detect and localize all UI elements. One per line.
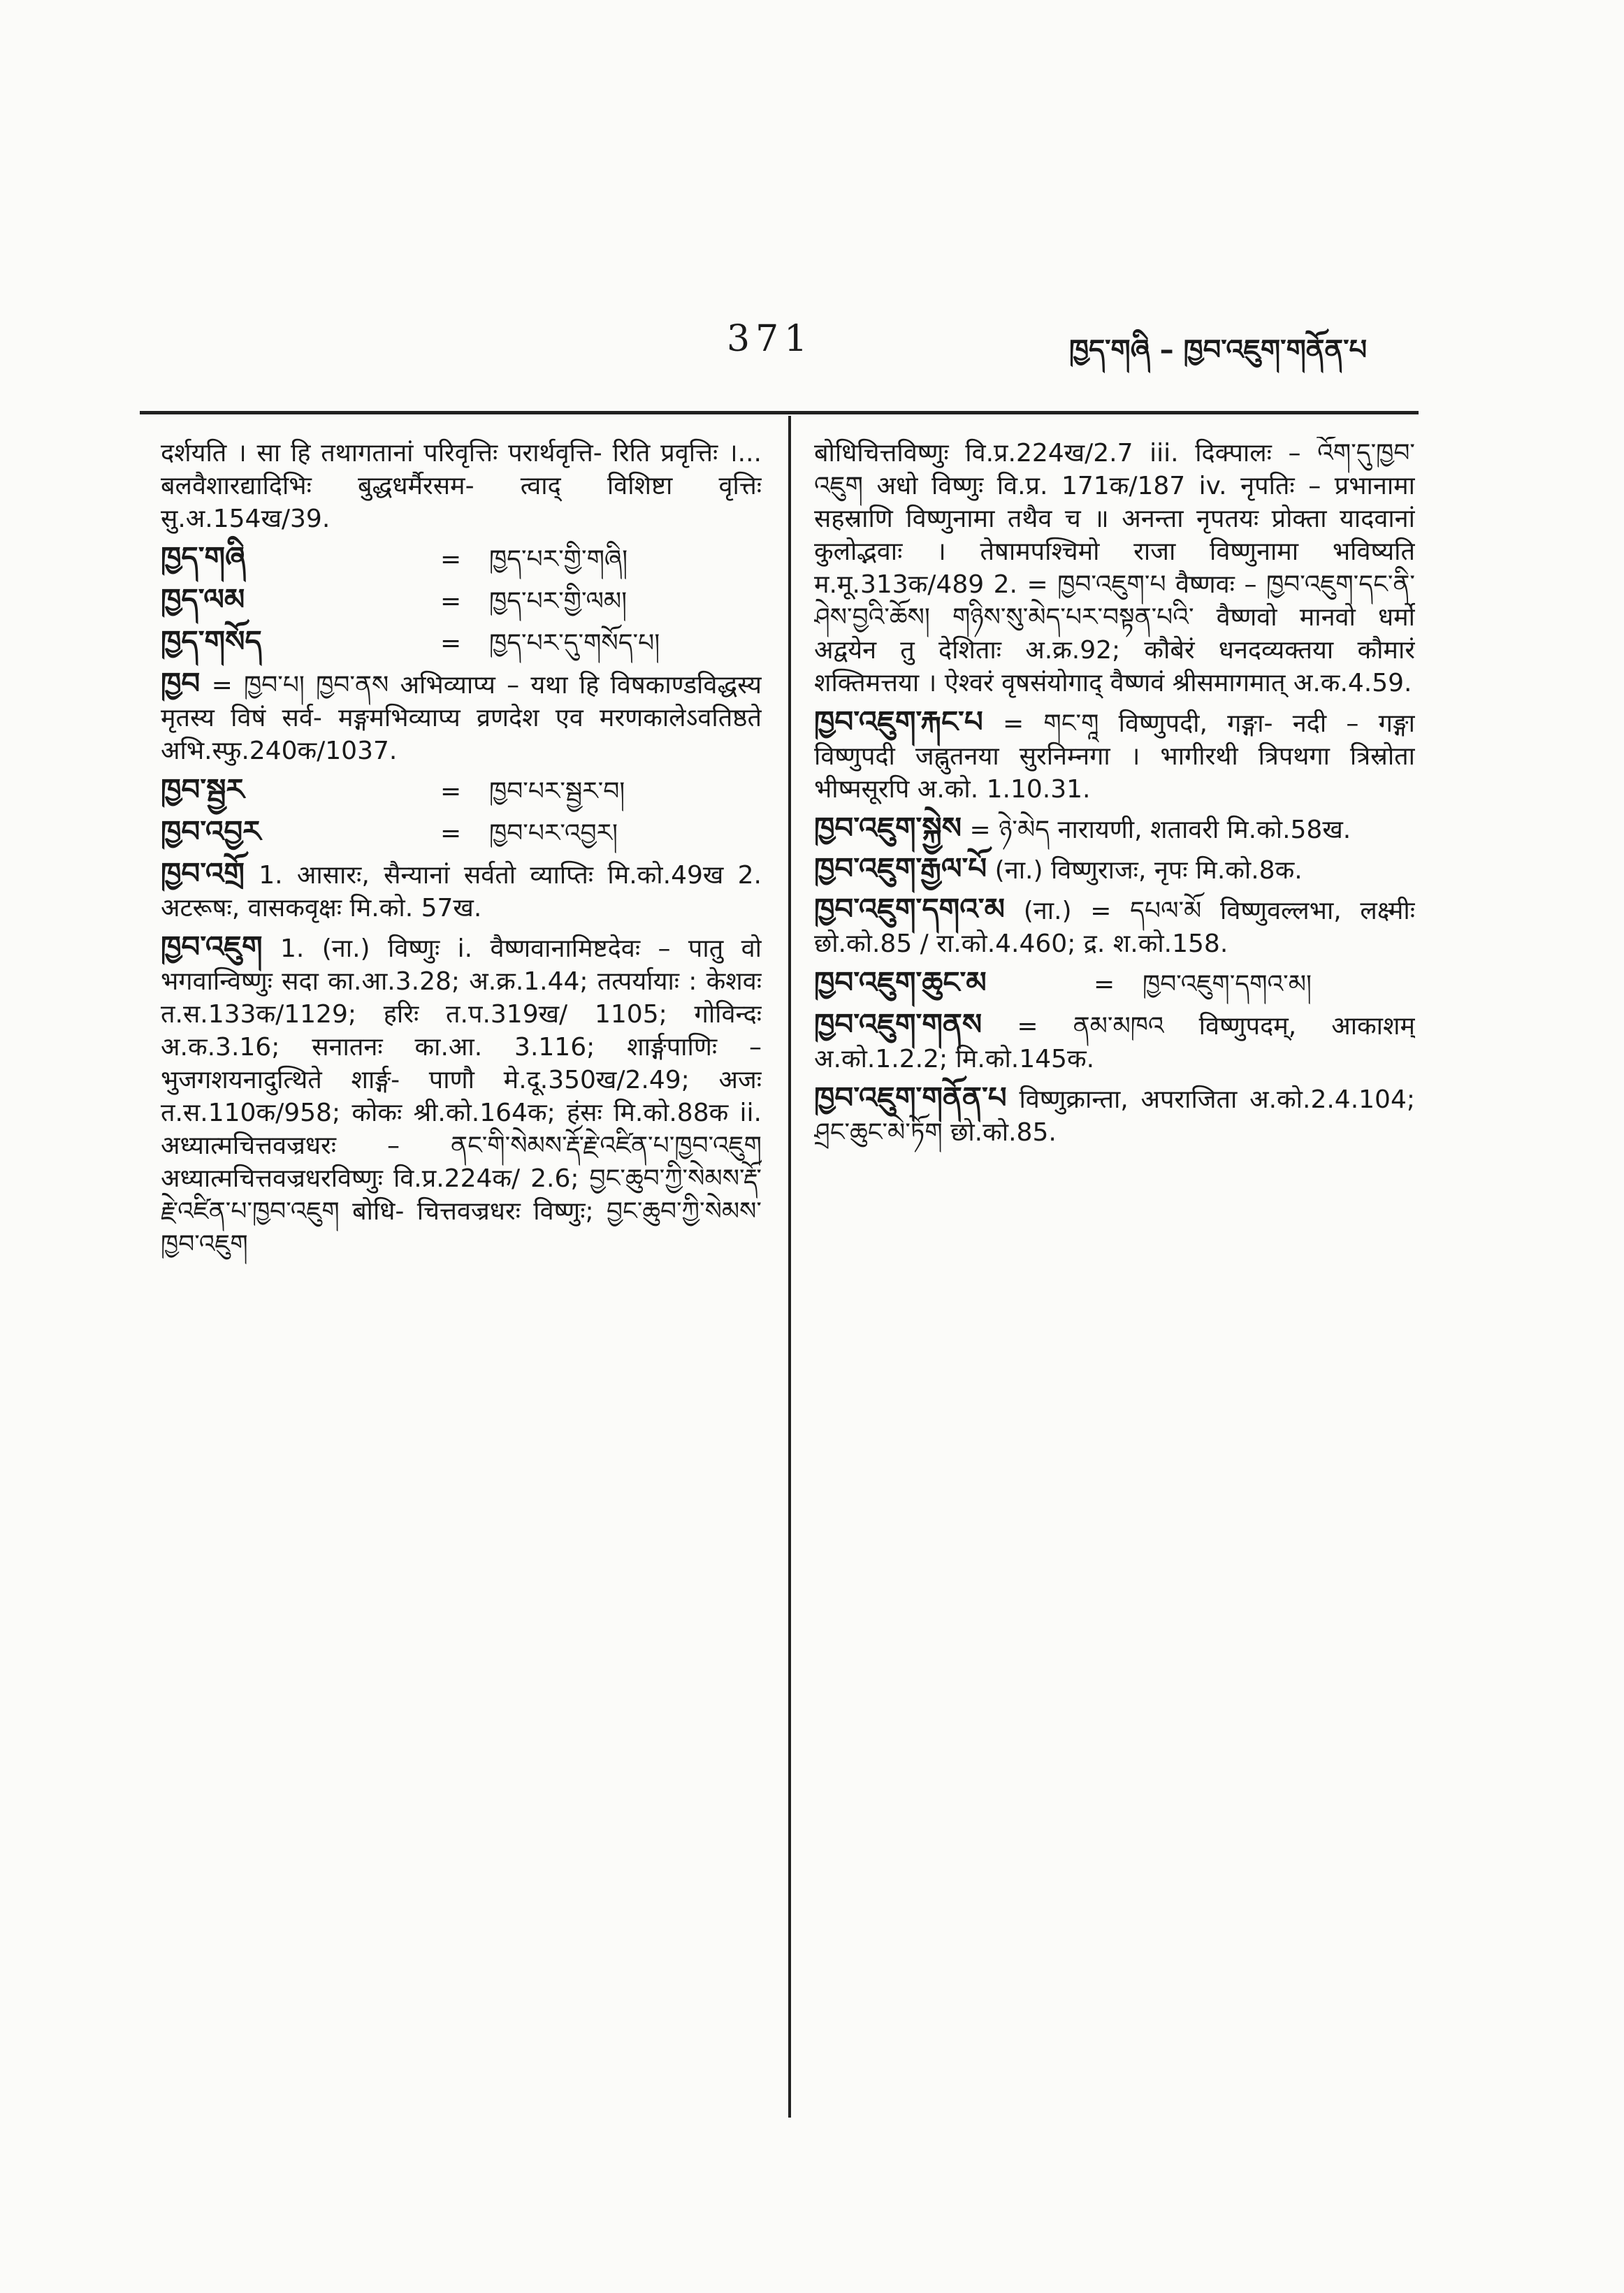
entry-text: = ཁྱབ་པ། ཁྱབ་ནས अभिव्याप्य – यथा हि विषकाण्डविद्धस्य मृतस्य विषं सर्व- मङ्गमभिव्याप्य व्रणदेश एव मरणकालेऽवतिष्ठते अभि.स्फु.240क/1037. bbox=[161, 671, 762, 765]
equivalent: ཁྱད་པར་དུ་གསོད་པ། bbox=[489, 629, 660, 658]
continuation-paragraph: दर्शयति । सा हि तथागतानां परिवृत्तिः परार्थवृत्ति- रिति प्रवृत्तिः ।... बलवैशारद्यादिभिः बुद्धधर्मैरसम- त्वाद् विशिष्टा वृत्तिः सु.अ.154ख/39. bbox=[161, 439, 762, 533]
entry-khyab-byar bbox=[161, 815, 762, 850]
entry-khyad-lam bbox=[161, 583, 762, 618]
equivalent: ཁྱད་པར་གྱི་ལམ། bbox=[489, 587, 628, 616]
running-head: ཁྱད་གཞི – ཁྱབ་འཇུག་གནོན་པ bbox=[1069, 334, 1368, 366]
headword: ཁྱབ་འགྲོ bbox=[161, 856, 245, 890]
entry-khyab-jug-skyes bbox=[814, 811, 1415, 846]
equals-sign: = bbox=[440, 545, 462, 574]
entry-khyad-gsod bbox=[161, 625, 762, 660]
entry-khyab-jug-rgyal-po bbox=[814, 852, 1415, 887]
header-rule bbox=[140, 411, 1419, 414]
entry-text: 1. (ना.) विष्णुः i. वैष्णवानामिष्टदेवः – पातु वो भगवान्विष्णुः सदा का.आ.3.28; अ.क्र.1.44; तत्पर्यायाः : केशवः त.स.133क/1129; हरिः त.प.319ख/ 1105; गोविन्दः अ.क.3.16; सनातनः का.आ. 3.116; शार्ङ्गपाणिः – भुजगशयनादुत्थिते शार्ङ्ग- पाणौ मे.दू.350ख/2.49; अजः त.स.110क/958; कोकः श्री.को.164क; हंसः मि.को.88क ii. अध्यात्मचित्तवज्रधरः – ནང་གི་སེམས་རྡོ་རྗེ་འཛིན་པ་ཁྱབ་འཇུག अध्यात्मचित्तवज्रधरविष्णुः वि.प्र.224क/ 2.6; བྱང་ཆུབ་ཀྱི་སེམས་རྡོ་རྗེ་འཛིན་པ་ཁྱབ་འཇུག बोधि- चित्तवज्रधरः विष्णुः; བྱང་ཆུབ་ཀྱི་སེམས་ཁྱབ་འཇུག bbox=[161, 934, 762, 1259]
entry-khyab-gro bbox=[161, 857, 762, 925]
equivalent: ཁྱབ་པར་སྦྱར་བ། bbox=[489, 777, 625, 806]
equals-sign: = bbox=[440, 629, 462, 658]
entry-khyab-jug-dga-ma bbox=[814, 892, 1415, 960]
left-column bbox=[161, 437, 762, 2128]
headword: ཁྱབ་འཇུག་ཆུང་མ bbox=[814, 965, 987, 999]
entry-khyab-jug bbox=[161, 930, 762, 1261]
equals-sign: = bbox=[1094, 970, 1115, 999]
headword: ཁྱབ་འཇུག bbox=[161, 930, 263, 964]
entry-text: = གང་གཱ विष्णुपदी, गङ्गा- नदी – गङ्गा विष्णुपदी जह्नुतनया सुरनिम्नगा । भागीरथी त्रिपथगा त्रिस्रोता भीष्मसूरपि अ.को. 1.10.31. bbox=[814, 709, 1415, 804]
entry-khyab-jug-chung-ma bbox=[814, 966, 1415, 1001]
entry-khyab-sbyar bbox=[161, 773, 762, 808]
headword: ཁྱད་གཞི bbox=[161, 540, 246, 574]
entry-text: (ना.) = དཔལ་མོ विष्णुवल्लभा, लक्ष्मीः छो.को.85 / रा.को.4.460; द्र. श.को.158. bbox=[814, 897, 1415, 958]
headword: ཁྱབ་སྦྱར bbox=[161, 772, 245, 806]
entry-khyab bbox=[161, 667, 762, 767]
page-number: 371 bbox=[727, 318, 813, 360]
headword: ཁྱབ་འཇུག་དགའ་མ bbox=[814, 892, 1006, 926]
entry-khyab-jug-rkang-pa bbox=[814, 705, 1415, 806]
headword: ཁྱབ་འབྱར bbox=[161, 814, 261, 848]
right-column bbox=[814, 437, 1415, 2128]
equivalent: ཁྱབ་འཇུག་དགའ་མ། bbox=[1143, 970, 1312, 999]
entry-text: = ཉེ་མེད नारायणी, शतावरी मि.को.58ख. bbox=[969, 816, 1351, 844]
equivalent: ཁྱབ་པར་འབྱར། bbox=[489, 819, 618, 848]
headword: ཁྱད་ལམ bbox=[161, 582, 245, 616]
entry-text: (ना.) विष्णुराजः, नृपः मि.को.8क. bbox=[994, 856, 1303, 885]
headword: ཁྱབ་འཇུག་རྐང་པ bbox=[814, 704, 983, 739]
entry-text: 1. आसारः, सैन्यानां सर्वतो व्याप्तिः मि.को.49ख 2. अटरूषः, वासकवृक्षः मि.को. 57ख. bbox=[161, 861, 762, 923]
column-divider bbox=[788, 416, 791, 2118]
entry-text: विष्णुक्रान्ता, अपराजिता अ.को.2.4.104; ཤྲང་ཆུང་མེ་ཏོག छो.को.85. bbox=[814, 1085, 1415, 1147]
headword: ཁྱབ bbox=[161, 666, 201, 700]
headword: ཁྱབ་འཇུག་རྒྱལ་པོ bbox=[814, 851, 987, 885]
headword: ཁྱབ་འཇུག་གནོན་པ bbox=[814, 1080, 1007, 1115]
entry-khyad-gzhi bbox=[161, 541, 762, 576]
entry-khyab-jug-gnon-pa bbox=[814, 1081, 1415, 1149]
equals-sign: = bbox=[440, 587, 462, 616]
equals-sign: = bbox=[440, 777, 462, 806]
entry-khyab-jug-gnas bbox=[814, 1008, 1415, 1076]
entry-text: = ནམ་མཁའ विष्णुपदम्, आकाशम् अ.को.1.2.2; मि.को.145क. bbox=[814, 1012, 1415, 1073]
equivalent: ཁྱད་པར་གྱི་གཞི། bbox=[489, 545, 628, 574]
headword: ཁྱད་གསོད bbox=[161, 624, 262, 658]
equals-sign: = bbox=[440, 819, 462, 848]
headword: ཁྱབ་འཇུག་སྐྱེས bbox=[814, 811, 962, 845]
headword: ཁྱབ་འཇུག་གནས bbox=[814, 1007, 983, 1041]
continuation-paragraph: बोधिचित्तविष्णुः वि.प्र.224ख/2.7 iii. दिक्पालः – འོག་དུ་ཁྱབ་འཇུག अधो विष्णुः वि.प्र. 171क/187 iv. नृपतिः – प्रभानामा सहस्राणि विष्णुनामा तथैव च ॥ अनन्ता नृपतयः प्रोक्ता यादवानां कुलोद्भवाः । तेषामपश्चिमो राजा विष्णुनामा भविष्यति म.मू.313क/489 2. = ཁྱབ་འཇུག་པ वैष्णवः – ཁྱབ་འཇུག་དང་ནི་ཤེས་བྱའི་ཆོས། གཉིས་སུ་མེད་པར་བསྟན་པའི་ वैष्णवो मानवो धर्मो अद्वयेन तु देशिताः अ.क्र.92; कौबेरं धनदव्यक्तया कौमारं शक्तिमत्तया । ऐश्वरं वृषसंयोगाद् वैष्णवं श्रीसमागमात् अ.क.4.59. bbox=[814, 439, 1415, 697]
